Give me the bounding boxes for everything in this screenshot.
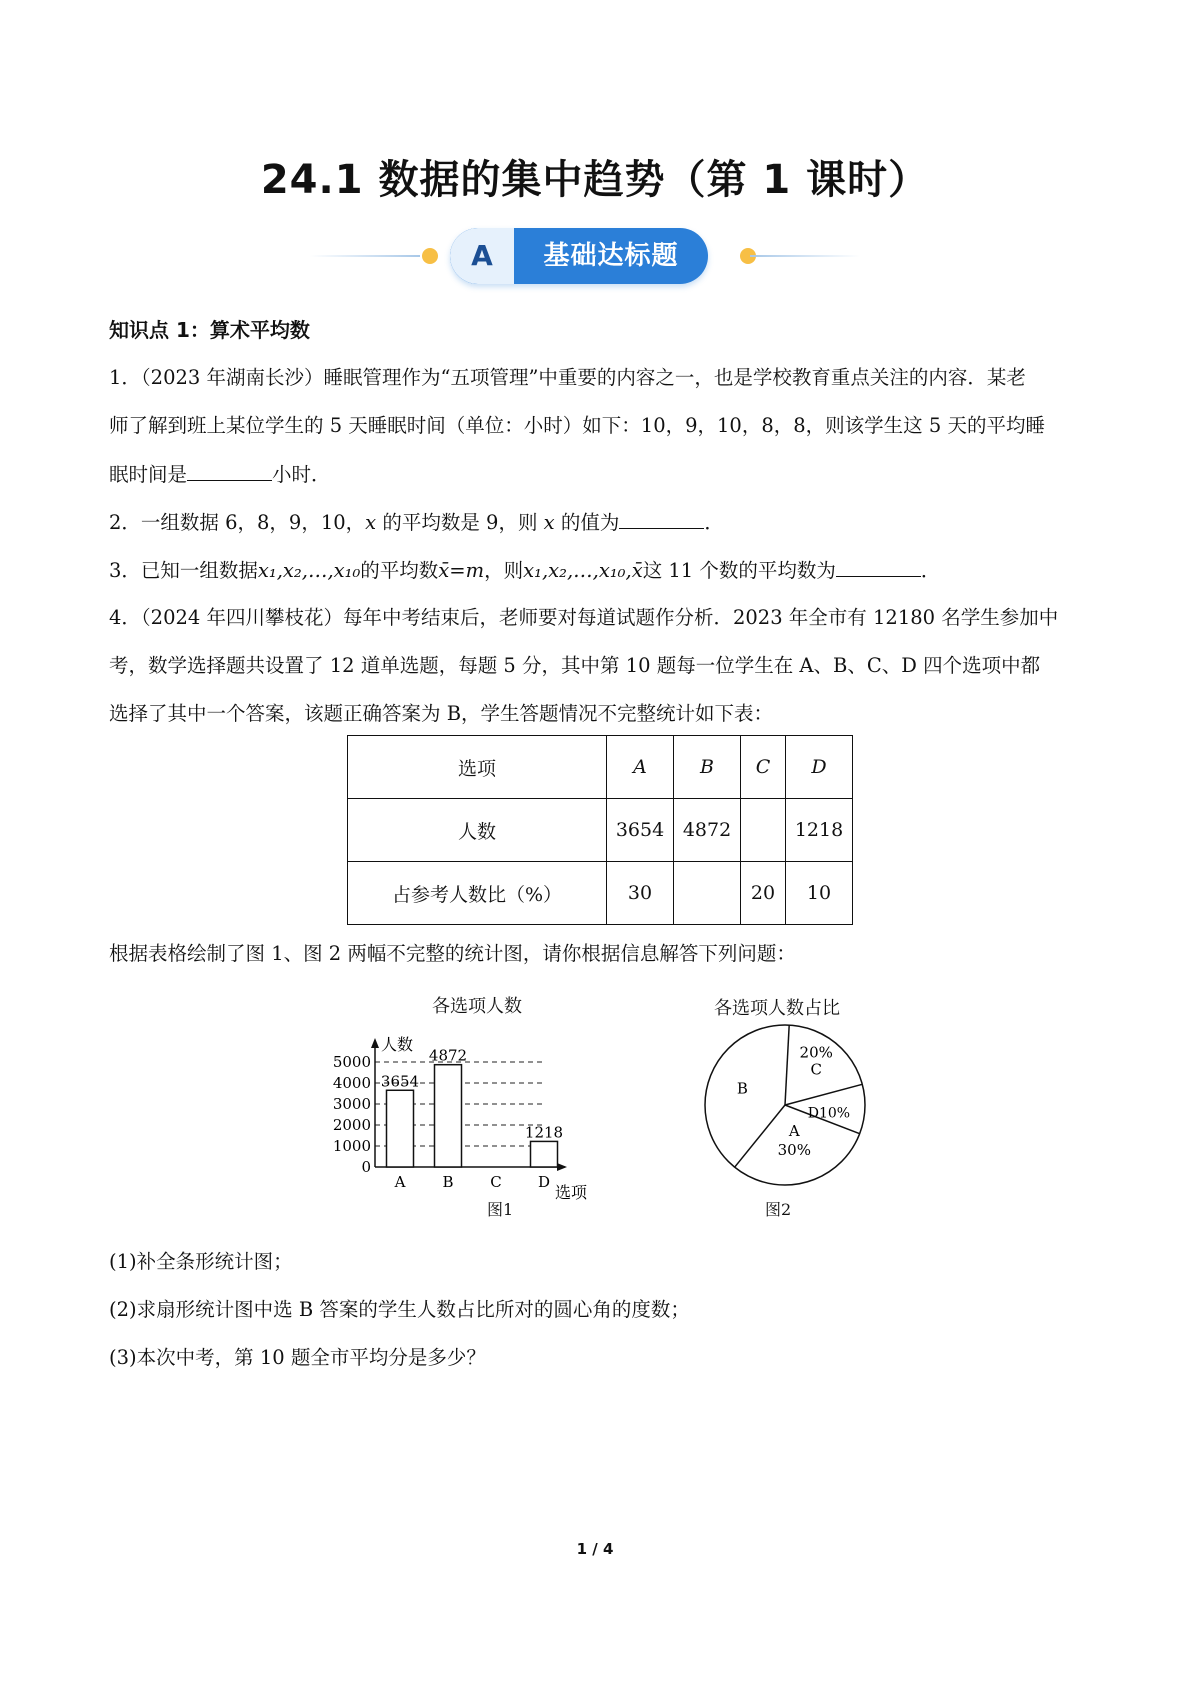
table-cell: C [741,736,786,799]
q1-line1: 1．（2023 年湖南长沙）睡眠管理作为“五项管理”中重要的内容之一，也是学校教育重点关注的内容．某老 [109,366,1026,389]
bar-y-tick-label: 1000 [332,1137,371,1155]
bar-x-tick-label: A [394,1173,406,1191]
q1-line3 [109,462,1099,487]
q3-seq2: x₁,x₂,…,x₁₀,x̄ [523,559,643,582]
bar-y-axis-label: 人数 [381,1035,414,1054]
bar-data-label: 1218 [524,1123,564,1142]
table-cell: 占参考人数比（%） [348,862,607,925]
q3-mid2: ，则 [484,559,524,582]
q3-mean: x̄=m [438,559,485,582]
stats-table [347,735,853,925]
table-cell: 人数 [348,799,607,862]
table-cell: 30 [607,862,674,925]
table-cell: A [607,736,674,799]
banner-left-dot [422,248,438,264]
q1-line3-pre: 眠时间是 [109,463,188,486]
page-number: 1 / 4 [576,1540,614,1558]
banner-right-line [750,255,860,257]
pie-slice-B-label: B [736,1079,748,1098]
table-row [348,799,853,862]
bar-y-axis-arrow [371,1038,379,1048]
q1-line3-post: 小时． [272,463,331,486]
q2-var-x: x [365,511,377,534]
q2-var-x2: x [543,511,555,534]
bar-y-tick-label: 2000 [332,1116,371,1134]
bar-chart-caption: 图1 [487,1200,514,1219]
table-cell [741,799,786,862]
bar-y-tick-label: 0 [361,1158,371,1176]
bar-A [387,1090,414,1167]
q2-line [109,510,1099,535]
q4-sub3: (3)本次中考，第 10 题全市平均分是多少？ [109,1346,486,1369]
table-cell [674,862,741,925]
section-banner [310,226,870,286]
table-header-row [348,736,853,799]
bar-y-tick-label: 5000 [332,1053,371,1071]
q2-pre: 2．一组数据 6，8，9，10， [109,511,366,534]
bar-x-axis-label: 选项 [555,1183,588,1202]
pie-slice-A-percent: 30% [777,1140,811,1159]
pie-chart-title: 各选项人数占比 [714,998,840,1019]
q3-mid1: 的平均数 [360,559,439,582]
q3-end: ． [920,559,941,582]
bar-y-tick-label: 4000 [332,1074,371,1092]
bar-D [531,1141,558,1167]
q3-answer-blank[interactable] [836,558,921,577]
q4-line3: 选择了其中一个答案，该题正确答案为 B，学生答题情况不完整统计如下表： [109,702,774,725]
bar-x-axis-arrow [557,1163,567,1171]
q2-post: 的值为 [554,511,620,534]
bar-chart [320,1020,640,1210]
pie-slice-D-label: D10% [807,1105,851,1122]
bar-y-tick-label: 3000 [332,1095,371,1113]
q2-end: ． [704,511,724,534]
q2-mid: 的平均数是 9，则 [376,511,544,534]
banner-left-line [310,255,420,257]
table-cell: 4872 [674,799,741,862]
table-row [348,862,853,925]
q4-line1: 4．（2024 年四川攀枝花）每年中考结束后，老师要对每道试题作分析．2023 年全市有 12180 名学生参加中 [109,606,1059,629]
bar-data-label: 4872 [428,1046,468,1065]
q1-line2: 师了解到班上某位学生的 5 天睡眠时间（单位：小时）如下：10，9，10，8，8，则该学生这 5 天的平均睡 [109,414,1045,437]
table-cell: 1218 [786,799,853,862]
bar-B [435,1065,462,1167]
bar-x-tick-label: B [442,1173,454,1191]
pie-slice-C-percent: 20% [799,1043,833,1062]
q3-seq1: x₁,x₂,…,x₁₀ [257,559,361,582]
q4-sub2: (2)求扇形统计图中选 B 答案的学生人数占比所对的圆心角的度数； [109,1298,690,1321]
banner-text: 基础达标题 [543,241,679,271]
pie-slice-C-label: C [810,1060,822,1079]
q2-answer-blank[interactable] [619,510,704,529]
pie-chart-caption: 图2 [765,1200,792,1219]
bar-x-tick-label: D [537,1173,551,1191]
q3-post: 这 11 个数的平均数为 [642,559,836,582]
q3-pre: 3．已知一组数据 [109,559,258,582]
q1-answer-blank[interactable] [187,462,272,481]
page-title: 24.1 数据的集中趋势（第 1 课时） [260,157,930,203]
section-heading: 知识点 1：算术平均数 [109,318,310,342]
q4-after-table: 根据表格绘制了图 1、图 2 两幅不完整的统计图，请你根据信息解答下列问题： [109,942,796,965]
q3-line [109,558,1099,583]
banner-letter: A [450,228,514,284]
table-cell: B [674,736,741,799]
table-cell: 选项 [348,736,607,799]
table-cell: 20 [741,862,786,925]
pie-chart [690,1020,880,1200]
pie-slice-A-label: A [788,1121,800,1140]
table-cell: 10 [786,862,853,925]
bar-chart-title: 各选项人数 [432,996,522,1017]
q4-line2: 考，数学选择题共设置了 12 道单选题，每题 5 分，其中第 10 题每一位学生在 A、B、C、D 四个选项中都 [109,654,1041,677]
bar-x-tick-label: C [490,1173,502,1191]
banner-pill [450,228,708,284]
table-cell: 3654 [607,799,674,862]
bar-data-label: 3654 [380,1072,420,1091]
q4-sub1: (1)补全条形统计图； [109,1250,293,1273]
table-cell: D [786,736,853,799]
